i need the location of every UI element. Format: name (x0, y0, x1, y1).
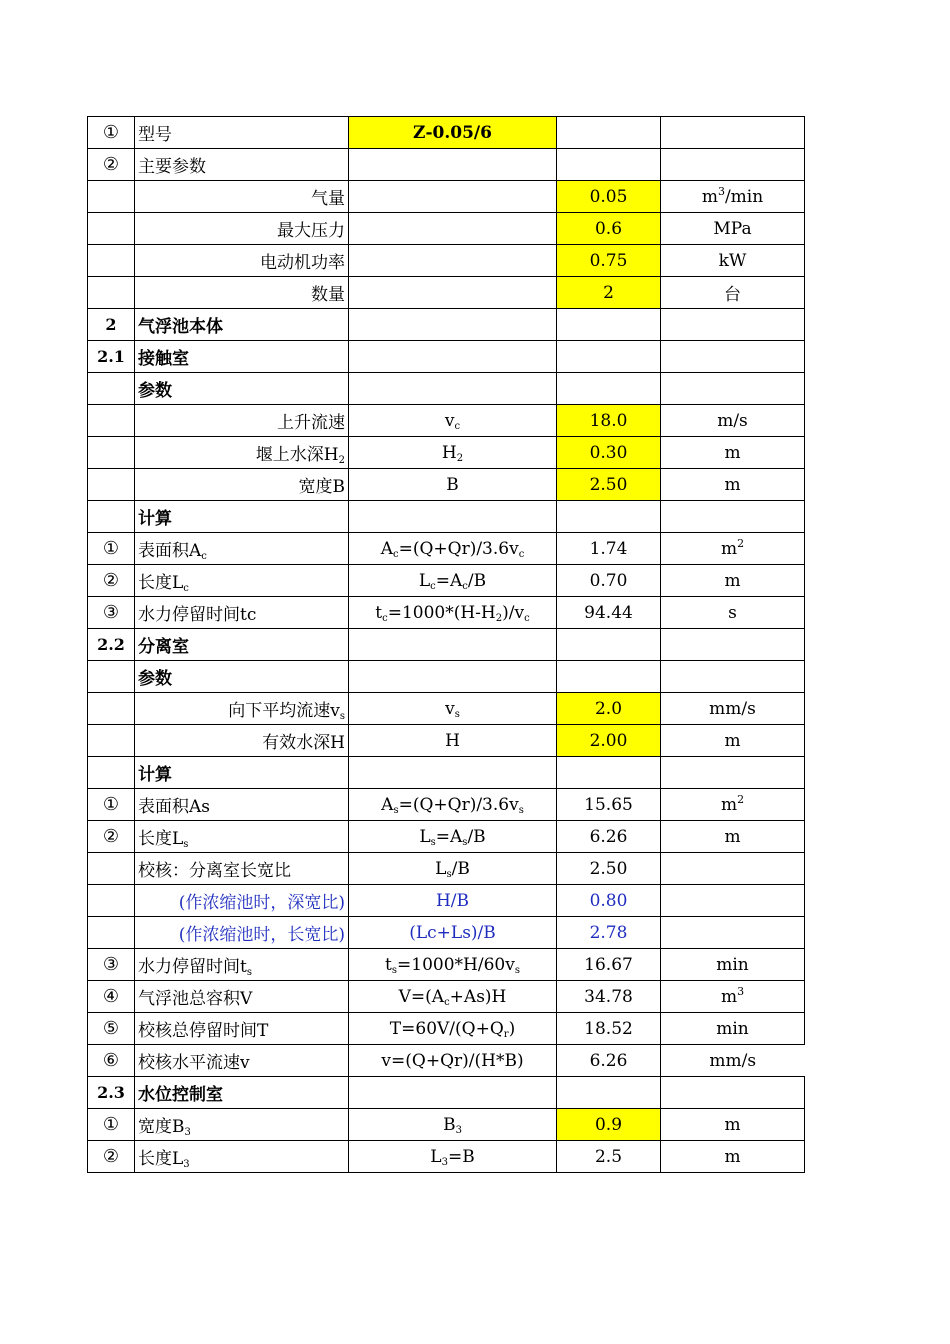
cell-c4[interactable]: m (661, 1141, 805, 1173)
cell-c1[interactable]: 校核：分离室长宽比 (135, 853, 349, 885)
cell-c4[interactable]: min (661, 1013, 805, 1045)
cell-c1[interactable]: 水力停留时间$t_s$ (135, 949, 349, 981)
cell-c4[interactable]: min (661, 949, 805, 981)
cell-c3[interactable] (557, 341, 661, 373)
cell-c4[interactable]: kW (661, 245, 805, 277)
cell-c1[interactable]: 宽度$B_3$ (135, 1109, 349, 1141)
cell-c4[interactable]: $m^3$ (661, 981, 805, 1013)
table-row (88, 597, 805, 629)
cell-c1[interactable]: 长度$L_c$ (135, 565, 349, 597)
table-row (88, 533, 805, 565)
cell-c1[interactable]: 长度$L_3$ (135, 1141, 349, 1173)
cell-c0[interactable] (88, 661, 135, 693)
cell-c4[interactable]: $m^2$ (661, 789, 805, 821)
cell-c1[interactable]: 表面积$A_c$ (135, 533, 349, 565)
cell-c2[interactable]: $v_s$ (349, 693, 557, 725)
cell-c4[interactable] (661, 309, 805, 341)
cell-c2[interactable] (349, 373, 557, 405)
cell-c1[interactable]: 接触室 (135, 341, 349, 373)
cell-c1[interactable]: 水力停留时间tc (135, 597, 349, 629)
table-row (88, 341, 805, 373)
cell-c2[interactable]: v=(Q+Qr)/(H*B) (349, 1045, 557, 1077)
cell-c4[interactable]: m (661, 1109, 805, 1141)
sheet-body (88, 117, 805, 1173)
cell-c1[interactable]: 数量 (135, 277, 349, 309)
cell-c2[interactable]: H/B (349, 885, 557, 917)
table-row (88, 149, 805, 181)
cell-c1[interactable]: 最大压力 (135, 213, 349, 245)
cell-c1[interactable]: 水位控制室 (135, 1077, 349, 1109)
cell-c1[interactable]: (作浓缩池时，长宽比) (135, 917, 349, 949)
cell-c2[interactable] (349, 245, 557, 277)
cell-c4[interactable]: 台 (661, 277, 805, 309)
cell-c2[interactable]: $L_c=A_c/B$ (349, 565, 557, 597)
cell-c2[interactable]: $T=60V/(Q+Q_r)$ (349, 1013, 557, 1045)
cell-c4[interactable] (661, 629, 805, 661)
table-row (88, 757, 805, 789)
cell-c4[interactable]: s (661, 597, 805, 629)
table-row (88, 181, 805, 213)
cell-c0[interactable]: ③ (88, 949, 135, 981)
table-row (88, 949, 805, 981)
table-row (88, 501, 805, 533)
cell-c2[interactable] (349, 661, 557, 693)
table-row (88, 853, 805, 885)
cell-c3[interactable]: 2.0 (557, 693, 661, 725)
cell-c3[interactable] (557, 117, 661, 149)
table-row (88, 1013, 805, 1045)
cell-c2[interactable]: $A_c=(Q+Qr)/3.6v_c$ (349, 533, 557, 565)
cell-c3[interactable] (557, 1077, 661, 1109)
cell-c2[interactable]: $L_s=A_s/B$ (349, 821, 557, 853)
cell-c4[interactable]: mm/s (661, 1045, 805, 1077)
cell-c0[interactable]: ① (88, 1109, 135, 1141)
cell-c0[interactable]: 2 (88, 309, 135, 341)
cell-c4[interactable]: $m^2$ (661, 533, 805, 565)
cell-c3[interactable]: 2.78 (557, 917, 661, 949)
table-row (88, 1109, 805, 1141)
cell-c2[interactable] (349, 213, 557, 245)
cell-c2[interactable] (349, 181, 557, 213)
cell-c3[interactable]: 0.9 (557, 1109, 661, 1141)
cell-c0[interactable]: ① (88, 789, 135, 821)
cell-c3[interactable]: 6.26 (557, 821, 661, 853)
cell-c3[interactable] (557, 309, 661, 341)
cell-c0[interactable]: 2.3 (88, 1077, 135, 1109)
cell-c1[interactable]: 长度$L_s$ (135, 821, 349, 853)
cell-c1[interactable]: 气量 (135, 181, 349, 213)
cell-c4[interactable]: m (661, 437, 805, 469)
table-row (88, 1077, 805, 1109)
cell-c0[interactable]: 2.2 (88, 629, 135, 661)
cell-c4[interactable]: m (661, 469, 805, 501)
cell-c0[interactable]: ① (88, 117, 135, 149)
cell-c2[interactable]: $L_s/B$ (349, 853, 557, 885)
cell-c0[interactable] (88, 245, 135, 277)
cell-c3[interactable] (557, 149, 661, 181)
cell-c3[interactable]: 16.67 (557, 949, 661, 981)
cell-c4[interactable]: mm/s (661, 693, 805, 725)
cell-c3[interactable]: 18.0 (557, 405, 661, 437)
cell-c4[interactable]: m/s (661, 405, 805, 437)
cell-c2[interactable]: $L_3=B$ (349, 1141, 557, 1173)
cell-c1[interactable]: 堰上水深$H_2$ (135, 437, 349, 469)
cell-c0[interactable] (88, 917, 135, 949)
cell-c1[interactable]: 气浮池总容积V (135, 981, 349, 1013)
cell-c0[interactable] (88, 885, 135, 917)
cell-c4[interactable] (661, 757, 805, 789)
cell-c3[interactable]: 0.70 (557, 565, 661, 597)
cell-c4[interactable]: MPa (661, 213, 805, 245)
cell-c1[interactable]: 表面积As (135, 789, 349, 821)
cell-c0[interactable]: ④ (88, 981, 135, 1013)
cell-c1[interactable]: 校核水平流速v (135, 1045, 349, 1077)
cell-c2[interactable]: $t_c=1000*(H-H_2)/v_c$ (349, 597, 557, 629)
table-row (88, 309, 805, 341)
cell-c0[interactable] (88, 213, 135, 245)
cell-c1[interactable]: 电动机功率 (135, 245, 349, 277)
cell-c3[interactable]: 2 (557, 277, 661, 309)
cell-c3[interactable]: 2.50 (557, 853, 661, 885)
cell-c0[interactable] (88, 853, 135, 885)
cell-c4[interactable] (661, 341, 805, 373)
cell-c0[interactable]: ⑥ (88, 1045, 135, 1077)
cell-c0[interactable] (88, 469, 135, 501)
cell-c2[interactable]: $V=(A_c+As)H$ (349, 981, 557, 1013)
cell-c0[interactable] (88, 757, 135, 789)
cell-c3[interactable]: 6.26 (557, 1045, 661, 1077)
cell-c3[interactable]: 34.78 (557, 981, 661, 1013)
cell-c2[interactable] (349, 341, 557, 373)
cell-c1[interactable]: 计算 (135, 757, 349, 789)
cell-c0[interactable] (88, 181, 135, 213)
table-row (88, 373, 805, 405)
cell-c0[interactable]: ① (88, 533, 135, 565)
cell-c4[interactable] (661, 885, 805, 917)
cell-c4[interactable]: m (661, 821, 805, 853)
cell-c1[interactable]: (作浓缩池时，深宽比) (135, 885, 349, 917)
cell-c0[interactable] (88, 437, 135, 469)
cell-c4[interactable] (661, 917, 805, 949)
cell-c0[interactable] (88, 277, 135, 309)
cell-c0[interactable] (88, 501, 135, 533)
cell-c0[interactable]: ③ (88, 597, 135, 629)
cell-c3[interactable] (557, 629, 661, 661)
cell-c3[interactable]: 0.80 (557, 885, 661, 917)
cell-c1[interactable]: 上升流速 (135, 405, 349, 437)
table-row (88, 917, 805, 949)
cell-c4[interactable] (661, 661, 805, 693)
cell-c0[interactable] (88, 405, 135, 437)
cell-c0[interactable] (88, 373, 135, 405)
cell-c3[interactable]: 2.5 (557, 1141, 661, 1173)
cell-c2[interactable] (349, 277, 557, 309)
cell-c4[interactable] (661, 853, 805, 885)
cell-c0[interactable]: ⑤ (88, 1013, 135, 1045)
cell-c3[interactable] (557, 501, 661, 533)
table-row (88, 1045, 805, 1077)
cell-c3[interactable]: 94.44 (557, 597, 661, 629)
table-row (88, 213, 805, 245)
cell-c3[interactable]: 0.05 (557, 181, 661, 213)
table-row (88, 981, 805, 1013)
cell-c2[interactable] (349, 309, 557, 341)
cell-c3[interactable]: 1.74 (557, 533, 661, 565)
cell-c0[interactable] (88, 725, 135, 757)
cell-c4[interactable]: $m^3/\min$ (661, 181, 805, 213)
table-row (88, 245, 805, 277)
cell-c2[interactable] (349, 629, 557, 661)
cell-c1[interactable]: 校核总停留时间T (135, 1013, 349, 1045)
cell-c4[interactable] (661, 501, 805, 533)
cell-c3[interactable] (557, 757, 661, 789)
cell-c1[interactable]: 气浮池本体 (135, 309, 349, 341)
cell-c3[interactable]: 0.75 (557, 245, 661, 277)
cell-c2[interactable]: Z-0.05/6 (349, 117, 557, 149)
cell-c2[interactable]: $H_2$ (349, 437, 557, 469)
cell-c2[interactable]: H (349, 725, 557, 757)
table-row (88, 1141, 805, 1173)
table-row (88, 565, 805, 597)
table-row (88, 885, 805, 917)
cell-c1[interactable]: 有效水深H (135, 725, 349, 757)
cell-c1[interactable]: 向下平均流速$v_s$ (135, 693, 349, 725)
cell-c2[interactable]: $A_s=(Q+Qr)/3.6v_s$ (349, 789, 557, 821)
cell-c2[interactable] (349, 1077, 557, 1109)
cell-c0[interactable]: ② (88, 1141, 135, 1173)
cell-c3[interactable] (557, 373, 661, 405)
cell-c2[interactable] (349, 757, 557, 789)
cell-c4[interactable]: m (661, 565, 805, 597)
cell-c3[interactable]: 18.52 (557, 1013, 661, 1045)
cell-c2[interactable]: (Lc+Ls)/B (349, 917, 557, 949)
table-row (88, 693, 805, 725)
cell-c0[interactable]: ② (88, 821, 135, 853)
cell-c1[interactable]: 计算 (135, 501, 349, 533)
table-row (88, 789, 805, 821)
cell-c1[interactable]: 宽度B (135, 469, 349, 501)
cell-c3[interactable]: 0.30 (557, 437, 661, 469)
table-row (88, 117, 805, 149)
cell-c4[interactable] (661, 117, 805, 149)
table-row (88, 661, 805, 693)
cell-c2[interactable]: B (349, 469, 557, 501)
cell-c3[interactable]: 15.65 (557, 789, 661, 821)
cell-c1[interactable]: 分离室 (135, 629, 349, 661)
table-row (88, 725, 805, 757)
cell-c3[interactable] (557, 661, 661, 693)
cell-c1[interactable]: 型号 (135, 117, 349, 149)
cell-c2[interactable] (349, 149, 557, 181)
calculation-sheet (87, 116, 805, 1173)
cell-c0[interactable]: ② (88, 149, 135, 181)
cell-c3[interactable]: 2.50 (557, 469, 661, 501)
cell-c1[interactable]: 参数 (135, 373, 349, 405)
cell-c0[interactable]: ② (88, 565, 135, 597)
cell-c2[interactable]: $B_3$ (349, 1109, 557, 1141)
cell-c0[interactable] (88, 693, 135, 725)
table-row (88, 469, 805, 501)
cell-c3[interactable]: 2.00 (557, 725, 661, 757)
cell-c4[interactable]: m (661, 725, 805, 757)
table-row (88, 437, 805, 469)
cell-c4[interactable] (661, 149, 805, 181)
table-row (88, 629, 805, 661)
table-row (88, 821, 805, 853)
cell-c1[interactable]: 参数 (135, 661, 349, 693)
cell-c4[interactable] (661, 373, 805, 405)
cell-c2[interactable] (349, 501, 557, 533)
table-row (88, 277, 805, 309)
cell-c0[interactable]: 2.1 (88, 341, 135, 373)
cell-c2[interactable]: $v_c$ (349, 405, 557, 437)
table-row (88, 405, 805, 437)
cell-c3[interactable]: 0.6 (557, 213, 661, 245)
cell-c1[interactable]: 主要参数 (135, 149, 349, 181)
cell-c4[interactable] (661, 1077, 805, 1109)
cell-c2[interactable]: $t_s=1000*H/60v_s$ (349, 949, 557, 981)
